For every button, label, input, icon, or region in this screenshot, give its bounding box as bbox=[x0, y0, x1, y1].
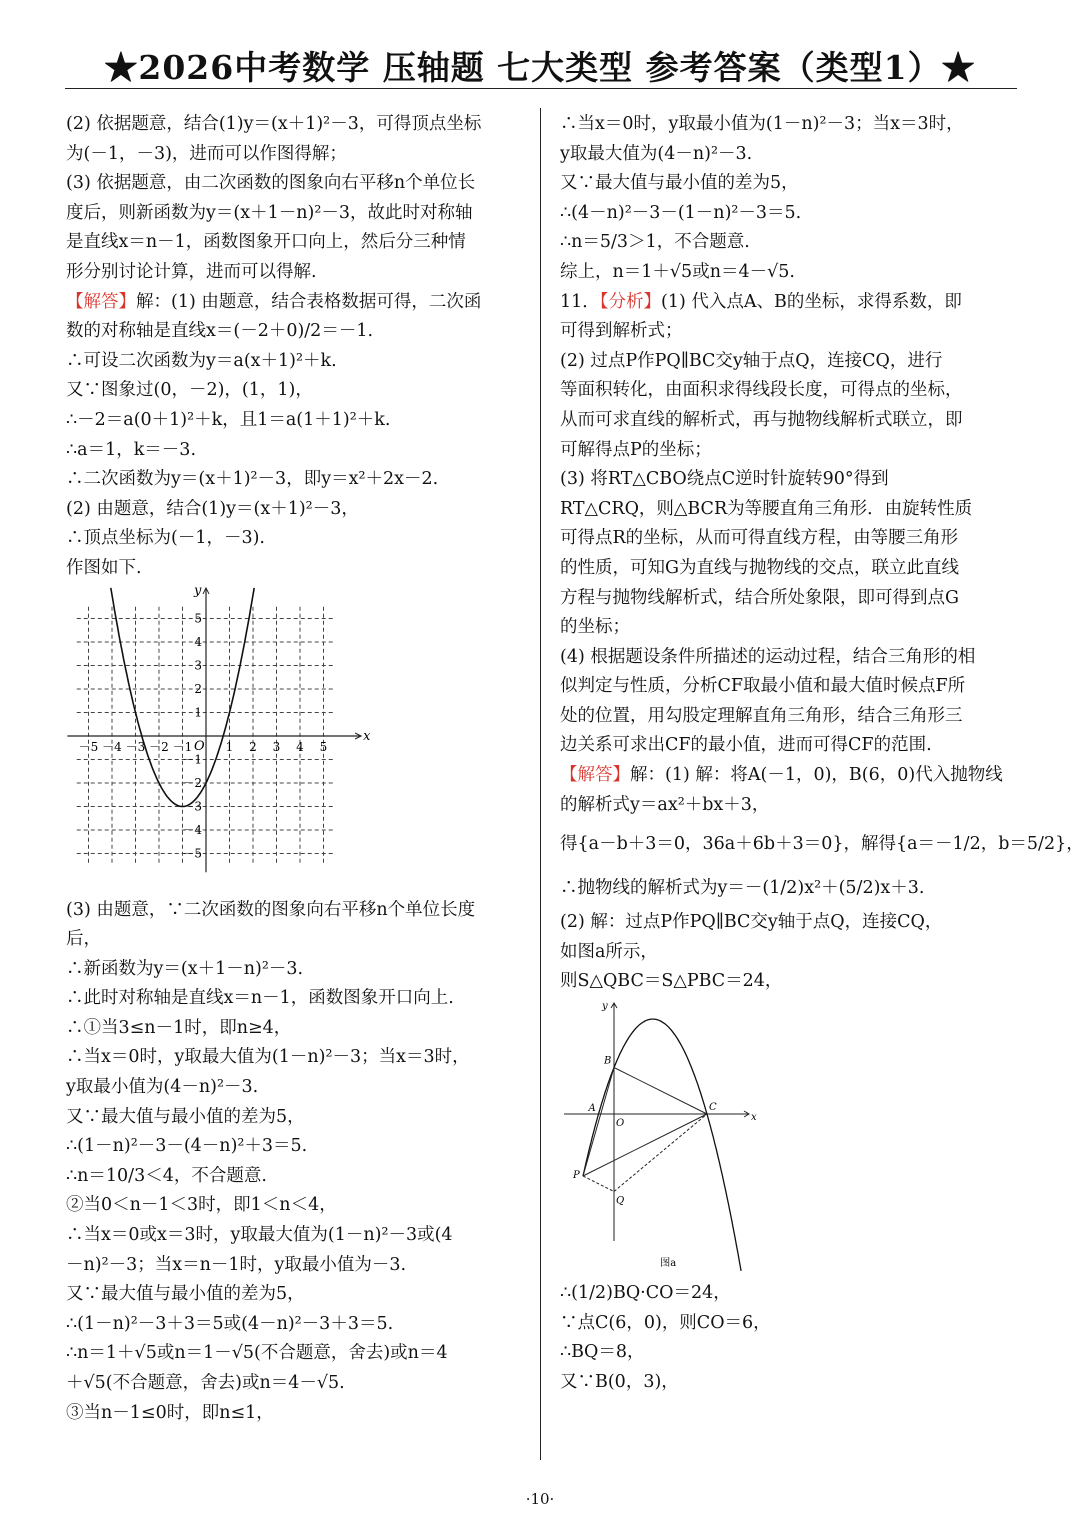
text-line: 方程与抛物线解析式，结合所处象限，即可得到点G bbox=[560, 587, 959, 608]
text-line: ∴新函数为y＝(x＋1－n)²－3. bbox=[66, 958, 304, 979]
text-line: 度后，则新函数为y＝(x＋1－n)²－3，故此时对称轴 bbox=[66, 202, 473, 223]
text-line: 从而可求直线的解析式，再与抛物线解析式联立，即 bbox=[560, 409, 963, 430]
x-axis-label: x bbox=[363, 728, 371, 744]
text-line: y取最大值为(4－n)²－3. bbox=[560, 143, 753, 164]
text-line: 的解析式y＝ax²＋bx＋3， bbox=[560, 794, 770, 815]
text-line: ∴－2＝a(0＋1)²＋k，且1＝a(1＋1)²＋k. bbox=[66, 409, 391, 430]
parabola-graph-figure bbox=[66, 584, 526, 896]
y-tick-label: 4 bbox=[194, 634, 202, 649]
segment-qc bbox=[614, 1114, 707, 1192]
right-column bbox=[560, 110, 1084, 1397]
text-line: ∴此时对称轴是直线x＝n－1，函数图象开口向上. bbox=[66, 988, 454, 1009]
parabola-curve bbox=[111, 587, 254, 806]
text-line: 可解得点P的坐标； bbox=[560, 439, 712, 460]
text-line: ∴n＝5/3＞1，不合题意. bbox=[560, 232, 750, 253]
text-line: 综上，n＝1＋√5或n＝4－√5. bbox=[560, 261, 795, 282]
text-line: ∴二次函数为y＝(x＋1)²－3，即y＝x²＋2x－2. bbox=[66, 469, 439, 490]
text-line: 又∵B(0，3)， bbox=[560, 1371, 679, 1392]
analysis-line bbox=[560, 288, 1018, 318]
y-axis-label: y bbox=[602, 1001, 608, 1013]
segment-pb bbox=[583, 1068, 614, 1177]
y-axis-label: y bbox=[194, 582, 202, 598]
y-tick-label: －4 bbox=[182, 822, 202, 837]
text-line: ∴当x＝0或x＝3时，y取最大值为(1－n)²－3或(4 bbox=[66, 1225, 453, 1246]
point-label-p: P bbox=[573, 1170, 580, 1182]
x-tick-label: 1 bbox=[225, 739, 234, 754]
text-line: ∴(1－n)²－3－(4－n)²＋3＝5. bbox=[66, 1136, 308, 1157]
x-tick-label: －4 bbox=[102, 739, 122, 754]
text-line: ∴(1－n)²－3＋3＝5或(4－n)²－3＋3＝5. bbox=[66, 1313, 394, 1334]
page-number: ·10· bbox=[525, 1490, 555, 1508]
text-line: 又∵图象过(0，－2)，(1，1)， bbox=[66, 380, 313, 401]
text-line: 作图如下. bbox=[66, 557, 142, 578]
answer-line bbox=[66, 288, 526, 318]
text-line: 解：(1) 解：将A(－1，0)，B(6，0)代入抛物线 bbox=[630, 765, 1003, 786]
origin-label: O bbox=[194, 738, 205, 754]
text-line: ＋√5(不合题意，舍去)或n＝4－√5. bbox=[66, 1373, 345, 1393]
figure-a-graph bbox=[564, 1001, 764, 1271]
x-tick-label: －1 bbox=[172, 739, 193, 754]
text-line: 如图a所示， bbox=[560, 941, 658, 962]
text-line: ∴BQ＝8， bbox=[560, 1342, 645, 1363]
text-line: ∴顶点坐标为(－1，－3). bbox=[66, 528, 265, 549]
text-line: 的性质，可知G为直线与抛物线的交点，联立此直线 bbox=[560, 557, 959, 578]
text-line: ∴(4－n)²－3－(1－n)²－3＝5. bbox=[560, 202, 802, 223]
text-line: 后， bbox=[66, 929, 101, 950]
point-label-c: C bbox=[709, 1102, 717, 1114]
point-label-q: Q bbox=[616, 1195, 625, 1207]
y-tick-label: －1 bbox=[182, 752, 202, 766]
text-line: 处的位置，用勾股定理解直角三角形，结合三角形三 bbox=[560, 705, 963, 726]
x-tick-label: 5 bbox=[319, 739, 328, 754]
text-line: y取最小值为(4－n)²－3. bbox=[66, 1077, 259, 1098]
text-line: 则S△QBC＝S△PBC＝24， bbox=[560, 971, 783, 992]
text-line: (2) 依据题意，结合(1)y＝(x＋1)²－3，可得顶点坐标 bbox=[66, 114, 482, 134]
text-line: (2) 由题意，结合(1)y＝(x＋1)²－3， bbox=[66, 498, 359, 519]
question-number: 11． bbox=[560, 291, 600, 312]
text-line: 似判定与性质，分析CF取最小值和最大值时候点F所 bbox=[560, 676, 966, 697]
text-line: ∵点C(6，0)，则CO＝6， bbox=[560, 1312, 771, 1333]
figure-caption: 图a bbox=[660, 1258, 677, 1270]
text-line: ∴可设二次函数为y＝a(x＋1)²＋k. bbox=[66, 350, 337, 371]
text-line: 等面积转化，由面积求得线段长度，可得点的坐标， bbox=[560, 380, 963, 401]
header-rule bbox=[65, 88, 1017, 89]
text-line: 形分别讨论计算，进而可以得解. bbox=[66, 261, 317, 282]
point-label-a: A bbox=[588, 1103, 596, 1115]
x-tick-label: －3 bbox=[125, 739, 146, 754]
text-line: ∴①当3≤n－1时，即n≥4， bbox=[66, 1017, 292, 1038]
y-tick-label: －2 bbox=[182, 775, 202, 790]
answer-tag: 【解答】 bbox=[560, 765, 630, 786]
text-line: ∴n＝10/3＜4，不合题意. bbox=[66, 1165, 267, 1186]
text-line: 可得点R的坐标，从而可得直线方程，由等腰三角形 bbox=[560, 528, 959, 549]
text-line: 又∵最大值与最小值的差为5， bbox=[560, 173, 799, 194]
text-line: 边关系可求出CF的最小值，进而可得CF的范围. bbox=[560, 735, 932, 756]
text-line: ③当n－1≤0时，即n≤1， bbox=[66, 1402, 274, 1423]
text-line: ∴当x＝0时，y取最大值为(1－n)²－3；当x＝3时， bbox=[66, 1047, 470, 1068]
text-line: －n)²－3；当x＝n－1时，y取最小值为－3. bbox=[66, 1254, 407, 1275]
text-line: 解：(1) 由题意，结合表格数据可得，二次函 bbox=[136, 291, 482, 312]
segment-pc bbox=[583, 1114, 707, 1176]
answer-line bbox=[560, 761, 1018, 791]
x-tick-label: 4 bbox=[296, 739, 304, 754]
text-line: ∴a＝1，k＝－3. bbox=[66, 439, 197, 460]
point-label-b: B bbox=[604, 1055, 612, 1067]
text-line: ∴(1/2)BQ·CO＝24， bbox=[560, 1283, 731, 1304]
text-line: (3) 将RT△CBO绕点C逆时针旋转90°得到 bbox=[560, 469, 889, 490]
y-tick-label: 1 bbox=[194, 705, 202, 719]
text-line: (2) 解：过点P作PQ∥BC交y轴于点Q，连接CQ， bbox=[560, 912, 943, 933]
text-line: (2) 过点P作PQ∥BC交y轴于点Q，连接CQ，进行 bbox=[560, 350, 943, 371]
text-line: RT△CRQ，则△BCR为等腰直角三角形．由旋转性质 bbox=[560, 498, 973, 519]
y-tick-label: 5 bbox=[194, 611, 202, 625]
text-line: 得{a－b＋3＝0，36a＋6b＋3＝0}，解得{a＝－1/2，b＝5/2}， bbox=[560, 834, 1084, 855]
analysis-tag: 【分析】 bbox=[599, 291, 662, 312]
x-tick-label: 2 bbox=[249, 739, 257, 754]
text-line: 数的对称轴是直线x＝(－2＋0)/2＝－1. bbox=[66, 321, 374, 342]
figure-a bbox=[560, 997, 1018, 1279]
x-tick-label: 3 bbox=[272, 739, 281, 754]
text-line: ∴抛物线的解析式为y＝－(1/2)x²＋(5/2)x＋3. bbox=[560, 878, 925, 899]
text-line: (3) 由题意，∵二次函数的图象向右平移n个单位长度 bbox=[66, 899, 476, 920]
text-line: ∴n＝1＋√5或n＝1－√5(不合题意，舍去)或n＝4 bbox=[66, 1343, 448, 1364]
segment-bc bbox=[614, 1068, 707, 1115]
x-tick-label: －5 bbox=[78, 739, 99, 754]
column-divider bbox=[540, 108, 541, 1460]
text-line: 是直线x＝n－1，函数图象开口向上，然后分三种情 bbox=[66, 232, 466, 253]
text-line: (3) 依据题意，由二次函数的图象向右平移n个单位长 bbox=[66, 173, 476, 194]
text-line: 的坐标； bbox=[560, 617, 630, 638]
text-line: 又∵最大值与最小值的差为5， bbox=[66, 1106, 305, 1127]
segment-pq bbox=[583, 1176, 614, 1192]
text-line: 可得到解析式； bbox=[560, 321, 683, 342]
text-line: 为(－1，－3)，进而可以作图得解； bbox=[66, 143, 347, 164]
y-tick-label: 3 bbox=[194, 658, 202, 672]
text-line: 又∵最大值与最小值的差为5， bbox=[66, 1284, 305, 1305]
x-tick-label: －2 bbox=[149, 739, 169, 754]
y-tick-label: －3 bbox=[182, 799, 202, 813]
y-tick-label: 2 bbox=[194, 681, 202, 696]
answer-tag: 【解答】 bbox=[66, 291, 136, 312]
point-label-o: O bbox=[616, 1118, 625, 1130]
x-axis-label: x bbox=[751, 1112, 757, 1124]
y-tick-label: －5 bbox=[182, 846, 202, 860]
text-line: ∴当x＝0时，y取最小值为(1－n)²－3；当x＝3时， bbox=[560, 114, 964, 134]
text-line: ②当0＜n－1＜3时，即1＜n＜4， bbox=[66, 1195, 337, 1216]
parabola-graph bbox=[66, 582, 376, 888]
text-line: (1) 代入点A、B的坐标，求得系数，即 bbox=[661, 291, 962, 312]
text-line: (4) 根据题设条件所描述的运动过程，结合三角形的相 bbox=[560, 646, 976, 667]
left-column bbox=[66, 110, 526, 1428]
page-header: ★2026中考数学 压轴题 七大类型 参考答案（类型1）★ bbox=[104, 48, 976, 87]
